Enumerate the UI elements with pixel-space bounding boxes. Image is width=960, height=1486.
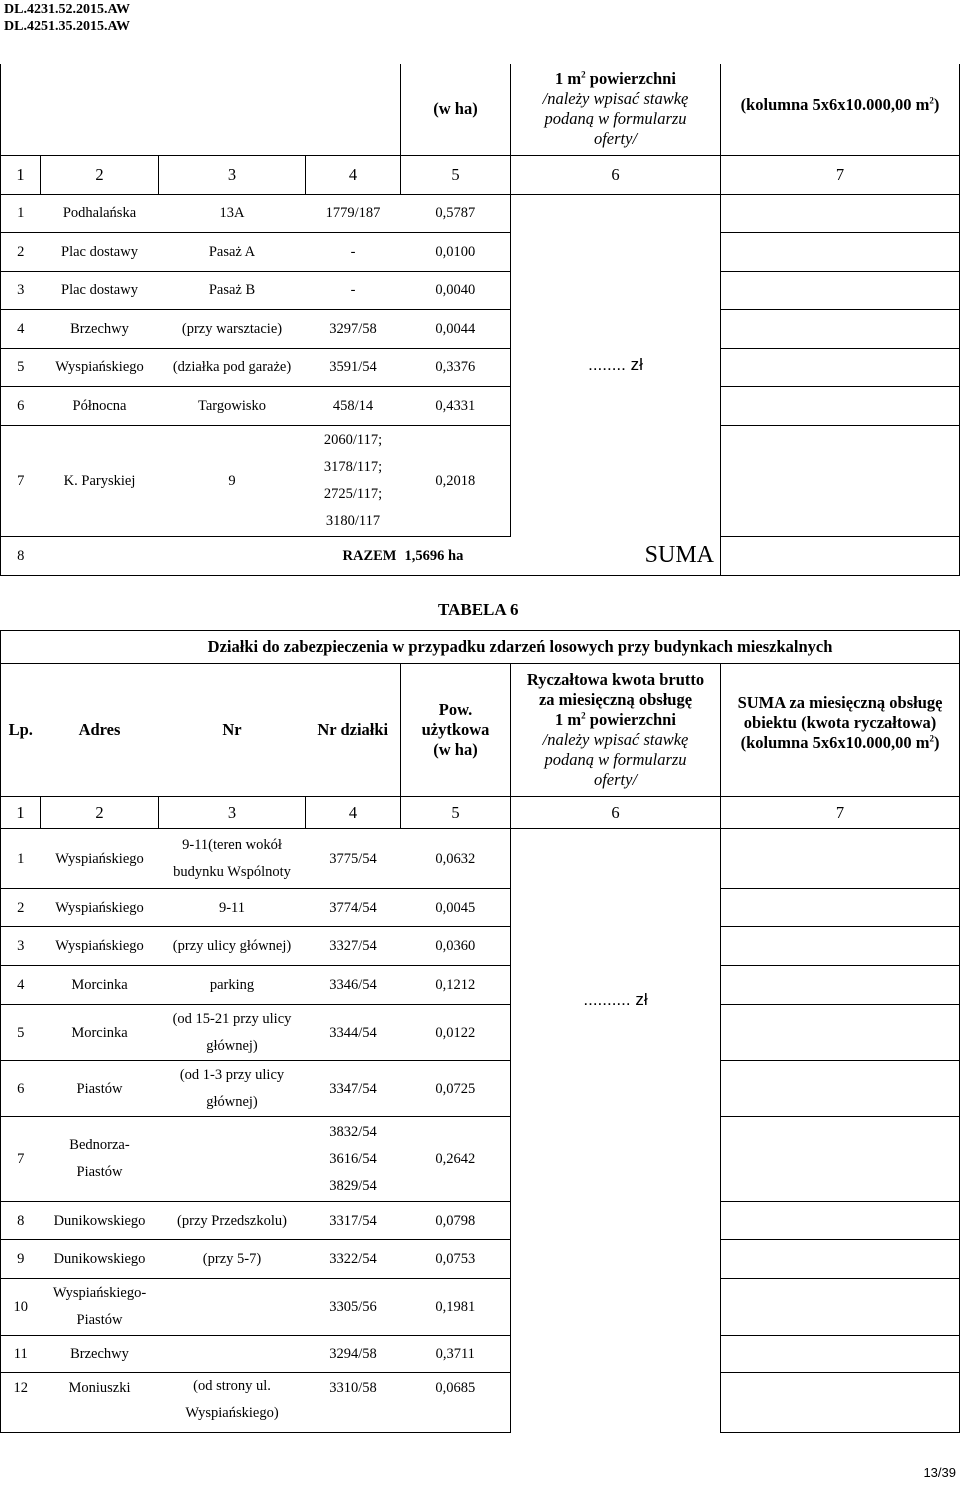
t6-header-nr: Nr (159, 664, 306, 797)
t6-colnum-row: 1 2 3 4 5 6 7 (1, 797, 960, 829)
t6-header-adres: Adres (41, 664, 159, 797)
table-row: 3 Plac dostawy Pasaż B - 0,0040 (1, 271, 960, 309)
table-row: 6 Piastów (od 1-3 przy ulicy głównej) 3347/54 0,0725 (1, 1061, 960, 1117)
doc-ref-2: DL.4251.35.2015.AW (4, 19, 131, 34)
table-row: 9 Dunikowskiego (przy 5-7) 3322/54 0,0753 (1, 1240, 960, 1279)
table-row: 5 Morcinka (od 15-21 przy ulicy głównej) 3344/54 0,0122 (1, 1005, 960, 1061)
table-row: 8 Dunikowskiego (przy Przedszkolu) 3317/54 0,0798 (1, 1202, 960, 1240)
table-row: 1 Podhalańska 13A 1779/187 0,5787 ........ zł (1, 194, 960, 232)
t6-header-lp: Lp. (1, 664, 41, 797)
table-row: 4 Brzechwy (przy warsztacie) 3297/58 0,0044 (1, 309, 960, 348)
table5-header-row (1, 64, 960, 155)
table-row: 2 Plac dostawy Pasaż A - 0,0100 (1, 232, 960, 271)
table-row: 5 Wyspiańskiego (działka pod garaże) 3591/54 0,3376 (1, 348, 960, 386)
t5-price-cell[interactable]: ........ zł (511, 194, 721, 536)
t5-header-kwota: 1 $m^2$ powierzchni /należy wpisać stawkę podaną w formularzu oferty/ (511, 64, 721, 155)
t6-price-cell[interactable]: .......... zł (511, 829, 721, 1433)
t5-colnum-row: 1 2 3 4 5 6 7 (1, 155, 960, 194)
t6-header-dzialka: Nr działki (306, 664, 401, 797)
table-row: 10 Wyspiańskiego- Piastów 3305/56 0,1981 (1, 1279, 960, 1336)
t6-header-row (1, 664, 960, 797)
table-row: 3 Wyspiańskiego (przy ulicy głównej) 3327/54 0,0360 (1, 927, 960, 966)
t6-header-kwota: Ryczałtowa kwota brutto za miesięczną obsługę 1 $m^2$ powierzchni /należy wpisać stawkę podaną w formularzu oferty/ (511, 664, 721, 797)
table-row: 7 K. Paryskiej 9 2060/117; 3178/117; 2725/117; 3180/117 0,2018 (1, 425, 960, 536)
table5 (0, 64, 960, 576)
t6-header-suma: SUMA za miesięczną obsługę obiektu (kwota ryczałtowa) (kolumna 5x6x10.000,00 $m^2$) (721, 664, 960, 797)
t6-header-pow: Pow. użytkowa (w ha) (401, 664, 511, 797)
doc-ref-1: DL.4231.52.2015.AW (4, 2, 131, 17)
t5-suma-label: SUMA (511, 536, 721, 575)
t5-total-value: 1,5696 ha (401, 536, 511, 575)
t5-suma-value[interactable] (721, 536, 960, 575)
t5-total-row: 8 RAZEM 1,5696 ha SUMA (1, 536, 960, 575)
table-row: 4 Morcinka parking 3346/54 0,1212 (1, 966, 960, 1005)
t5-header-pow: (w ha) (401, 64, 511, 155)
t5-total-label: RAZEM (342, 547, 397, 564)
table-row: 7 Bednorza- Piastów 3832/54 3616/54 3829/54 0,2642 (1, 1117, 960, 1202)
table6-title: Działki do zabezpieczenia w przypadku zdarzeń losowych przy budynkach mieszkalnych (207, 637, 833, 656)
table-row: 12 Moniuszki (od strony ul. Wyspiańskiego) 3310/58 0,0685 (1, 1373, 960, 1433)
table-row: 1 Wyspiańskiego 9-11(teren wokół budynku Wspólnoty 3775/54 0,0632 .......... zł (1, 829, 960, 889)
table6 (0, 630, 960, 1433)
t6-title-row (1, 631, 960, 664)
table-row: 6 Północna Targowisko 458/14 0,4331 (1, 386, 960, 425)
table6-caption: TABELA 6 (438, 600, 519, 619)
table-row: 2 Wyspiańskiego 9-11 3774/54 0,0045 (1, 889, 960, 927)
page-number: 13/39 (923, 1465, 956, 1480)
t5-header-suma: (kolumna 5x6x10.000,00 $m^2$) (721, 64, 960, 155)
table-row: 11 Brzechwy 3294/58 0,3711 (1, 1336, 960, 1373)
